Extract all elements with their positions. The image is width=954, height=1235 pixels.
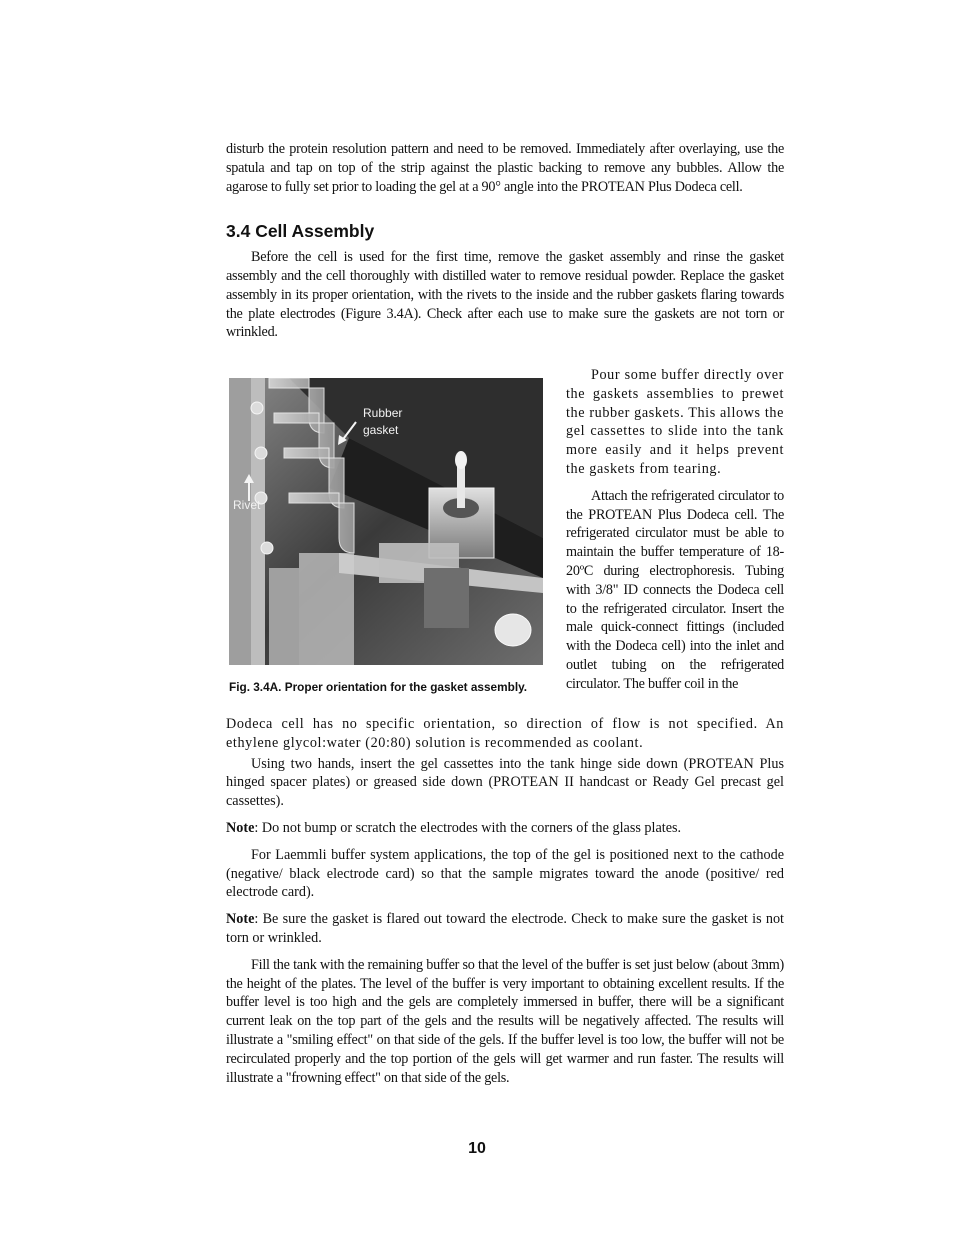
para-laemmli: For Laemmli buffer system applications, the top of the gel is positioned next to the cathode (negative/ black electrode card) so that the sample migrates toward the anode (positive/ red electrode card). xyxy=(226,846,784,901)
side-column xyxy=(566,366,784,694)
para-fill-tank: Fill the tank with the remaining buffer so that the level of the buffer is set just below (about 3mm) the height of the plates. The level of the buffer is very important to obtaining excellent results. If the buffer level is too high and the gels are completely immersed in buffer, there will be a significant current leak on the top part of the gels and the results will be negatively affected. The results will illustrate a "smiling effect" on that side of the gels. If the buffer level is too low, the buffer will not be recirculated properly and the top portion of the gels will get warmer and run faster. The results will illustrate a "frowning effect" on that side of the gels. xyxy=(226,956,784,1086)
page-top-block xyxy=(226,140,784,342)
label-rubber-line1: Rubber xyxy=(363,406,403,420)
figure-caption: Fig. 3.4A. Proper orientation for the gasket assembly. xyxy=(229,680,528,694)
rubber-gasket-arrow-icon xyxy=(337,420,359,446)
note-2 xyxy=(226,910,784,948)
para-attach-continued: Dodeca cell has no specific orientation, so direction of flow is not specified. An ethylene glycol:water (20:80) solution is recommended as coolant. xyxy=(226,716,784,751)
intro-paragraph: disturb the protein resolution pattern and need to be removed. Immediately after overlaying, use the spatula and tap on top of the strip against the plastic backing to remove any bubbles. Allow the agarose to fully set prior to loading the gel at a 90° angle into the PROTEAN Plus Dodeca cell. xyxy=(226,141,784,195)
note-1-label: Note xyxy=(226,819,255,836)
label-rivet: Rivet xyxy=(233,498,261,512)
note-1 xyxy=(226,819,784,838)
figure-gasket-assembly xyxy=(229,378,543,694)
note-1-text: : Do not bump or scratch the electrodes with the corners of the glass plates. xyxy=(254,819,682,836)
para-pour-buffer: Pour some buffer directly over the gaskets assemblies to prewet the rubber gaskets. This allows the gel cassettes to slide into the tank more easily and it helps prevent the gaskets from tearing. xyxy=(566,367,784,477)
para-before-cell: Before the cell is used for the first time, remove the gasket assembly and rinse the gasket assembly and the cell thoroughly with distilled water to remove residual powder. Replace the gasket assembly in its proper orientation, with the rivets to the inside and the rubber gaskets flaring towards the plate electrodes (Figure 3.4A). Check after each use to make sure the gaskets are not torn or wrinkled. xyxy=(226,249,784,341)
section-heading: 3.4 Cell Assembly xyxy=(226,221,375,242)
lower-text-block xyxy=(226,715,784,1087)
note-2-label: Note xyxy=(226,911,255,928)
para-attach-circulator: Attach the refrigerated circulator to the PROTEAN Plus Dodeca cell. The refrigerated circulator must be able to maintain the buffer temperature of 18-20ºC during electrophoresis. Tubing with 3/8" ID connects the Dodeca cell to the refrigerated circulator. Insert the male quick-connect fittings (included with the Dodeca cell) into the inlet and outlet tubing on the refrigerated circulator. The buffer coil in the xyxy=(566,487,784,692)
para-two-hands: Using two hands, insert the gel cassettes into the tank hinge side down (PROTEAN Plus hinged spacer plates) or greased side down (PROTEAN II handcast or Ready Gel precast gel cassettes). xyxy=(226,755,784,810)
label-rubber-line2: gasket xyxy=(363,423,399,437)
gasket-photo xyxy=(229,378,543,665)
page-number: 10 xyxy=(468,1140,486,1157)
note-2-text: : Be sure the gasket is flared out toward the electrode. Check to make sure the gasket is not torn or wrinkled. xyxy=(226,911,784,946)
